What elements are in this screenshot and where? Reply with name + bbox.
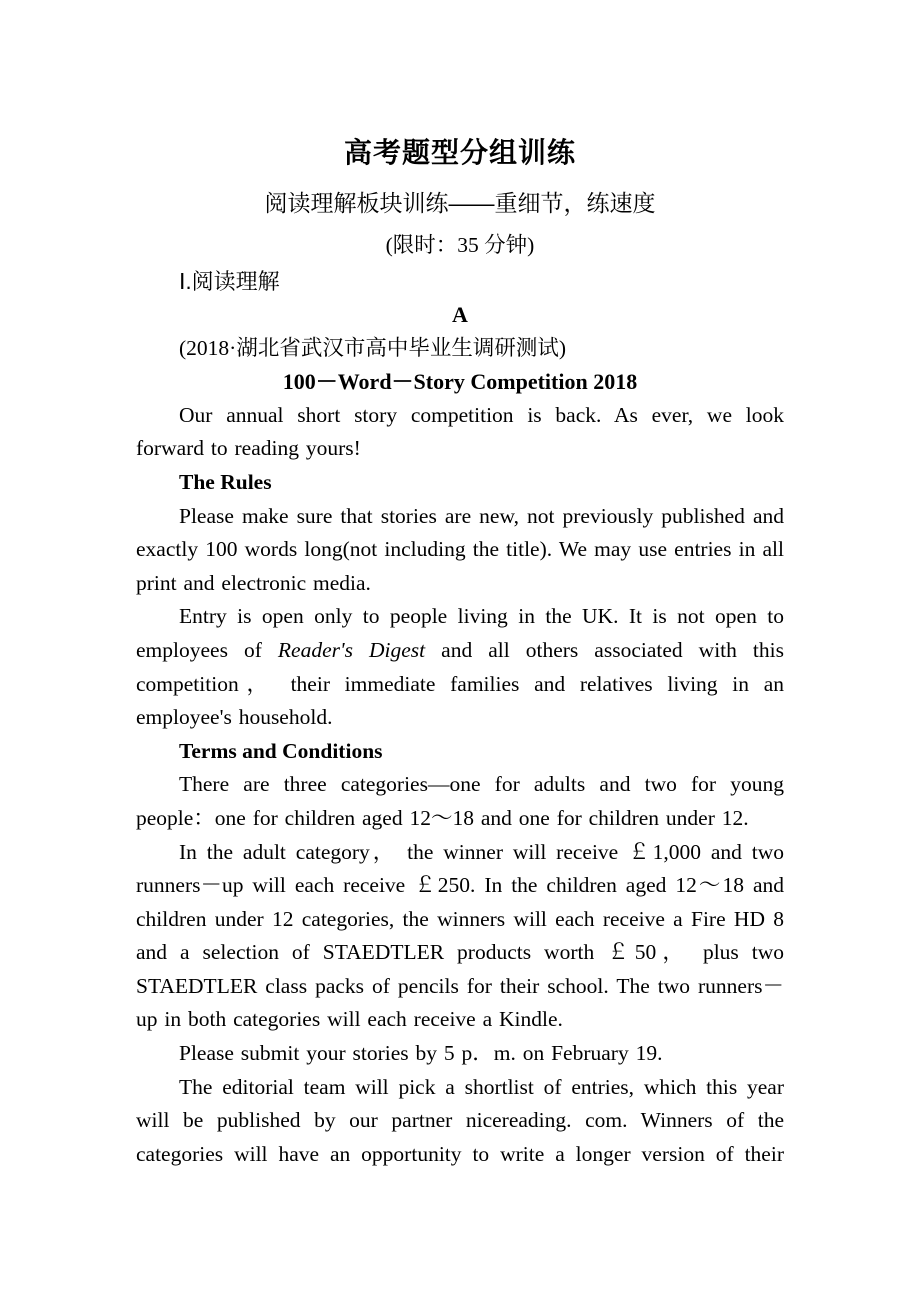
body-text: Entry is open only to people living in the UK. It is not open to employees of (136, 604, 784, 662)
passage-paragraph (136, 399, 784, 466)
passage-paragraph (136, 836, 784, 1038)
body-text: Please submit your stories by 5 p．m. on February 19. (179, 1041, 663, 1066)
doc-subtitle: 阅读理解板块训练——重细节，练速度 (264, 190, 656, 216)
body-text: There are three categories—one for adults and two for young people：one for children aged 12～18 and one for children under 12. (136, 772, 784, 830)
passage-subheading: Terms and Conditions (179, 738, 383, 763)
body-text: Our annual short story competition is back. As ever, we look forward to reading yours! (136, 402, 784, 461)
body-text: The editorial team will pick a shortlist of entries, which this year will be published by our partner nicereading. com. Winners of the categories will have an opportunity to write a longer version of their (136, 1074, 784, 1166)
italic-text: Reader's Digest (277, 637, 426, 662)
passage-subheading: The Rules (179, 469, 272, 494)
passage-label: A (452, 302, 468, 327)
passage-paragraph (136, 1071, 784, 1172)
section-heading: Ⅰ.阅读理解 (179, 269, 280, 294)
body-text: and all others associated with this competition， their immediate families and relatives living in an employee's household. (136, 637, 784, 730)
doc-title: 高考题型分组训练 (343, 137, 576, 168)
passage-paragraph (136, 768, 784, 835)
passage-source: (2018·湖北省武汉市高中毕业生调研测试) (179, 335, 566, 360)
passage-paragraph (136, 500, 784, 601)
body-text: In the adult category， the winner will receive ￡1,000 and two runners－up will each receive ￡250. In the children aged 12～18 and children under 12 categories, the winners will each receive a Fire HD 8 and a selection of STAEDTLER products worth ￡50， plus two STAEDTLER class packs of pencils for their school. The two runners－up in both categories will each receive a Kindle. (136, 839, 784, 1032)
passage-paragraph (136, 1037, 784, 1071)
passage-title: 100－Word－Story Competition 2018 (282, 369, 638, 395)
body-text: Please make sure that stories are new, not previously published and exactly 100 words long(not including the title). We may use entries in all print and electronic media. (136, 503, 784, 595)
time-limit-note: (限时：35 分钟) (385, 233, 535, 257)
passage-body (136, 399, 784, 1172)
passage-paragraph (136, 600, 784, 734)
